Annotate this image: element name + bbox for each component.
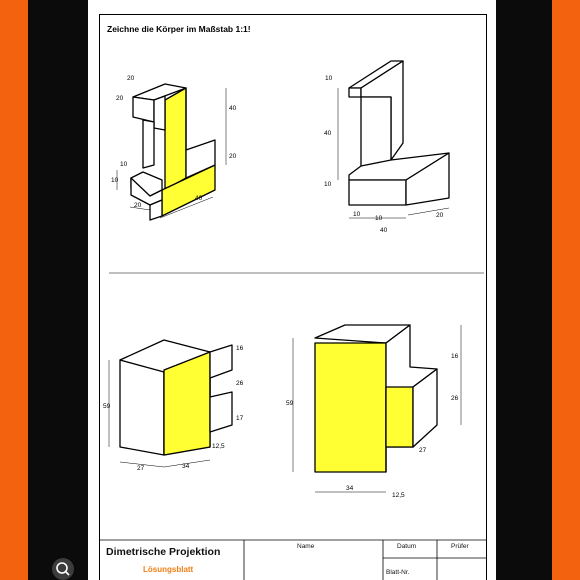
lens-glyph-icon: [52, 558, 74, 580]
fig1-dim-step-a: 10: [120, 161, 128, 168]
fig3-dim-26: 26: [236, 380, 244, 387]
fig2-dim-total: 40: [380, 227, 388, 234]
figure-2-l-solid: [349, 61, 449, 205]
fig2-dim-top: 10: [325, 75, 333, 82]
fig3-dim-17: 17: [236, 415, 244, 422]
fig4-dim-12-5: 12,5: [392, 492, 405, 499]
fig4-dim-27: 27: [419, 447, 427, 454]
lens-search-icon[interactable]: [52, 558, 74, 580]
fig3-dim-16: 16: [236, 345, 244, 352]
fig2-dim-bottom: 10: [324, 181, 332, 188]
fig3-dim-12-5: 12,5: [212, 443, 225, 450]
fig4-dim-16: 16: [451, 353, 459, 360]
fig1-dim-step-b: 10: [111, 177, 119, 184]
fig1-dim-right: 20: [229, 153, 237, 160]
title-block-subtitle: Lösungsblatt: [143, 565, 194, 574]
title-block-title: Dimetrische Projektion: [106, 546, 221, 558]
fig1-dim-top: 20: [127, 75, 135, 82]
fig2-dim-w1: 10: [353, 211, 361, 218]
fig2-dim-mid: 40: [324, 130, 332, 137]
fig3-dim-depth: 27: [137, 465, 145, 472]
fig2-dim-w2: 10: [375, 215, 383, 222]
figure-1-isometric-l: [131, 84, 216, 220]
fig4-dim-26: 26: [451, 395, 459, 402]
fig1-dim-bottom-depth: 20: [134, 202, 142, 209]
title-block-name-label: Name: [297, 543, 315, 550]
fig4-dim-width: 34: [346, 485, 354, 492]
title-block-checker-label: Prüfer: [451, 543, 469, 550]
figure-3-dimetric-block: [120, 340, 232, 455]
fig3-dim-width: 34: [182, 463, 190, 470]
fig1-dim-bottom-width: 40: [195, 195, 203, 202]
fig3-dim-height: 59: [103, 403, 111, 410]
fig2-dim-depth: 20: [436, 212, 444, 219]
fig1-dim-height: 40: [229, 105, 237, 112]
instruction-text: Zeichne die Körper im Maßstab 1:1!: [107, 24, 251, 34]
title-block-sheet-label: Blatt-Nr.: [386, 569, 410, 576]
fig1-dim-left: 20: [116, 95, 124, 102]
title-block-date-label: Datum: [397, 543, 417, 550]
fig4-dim-height: 59: [286, 400, 294, 407]
